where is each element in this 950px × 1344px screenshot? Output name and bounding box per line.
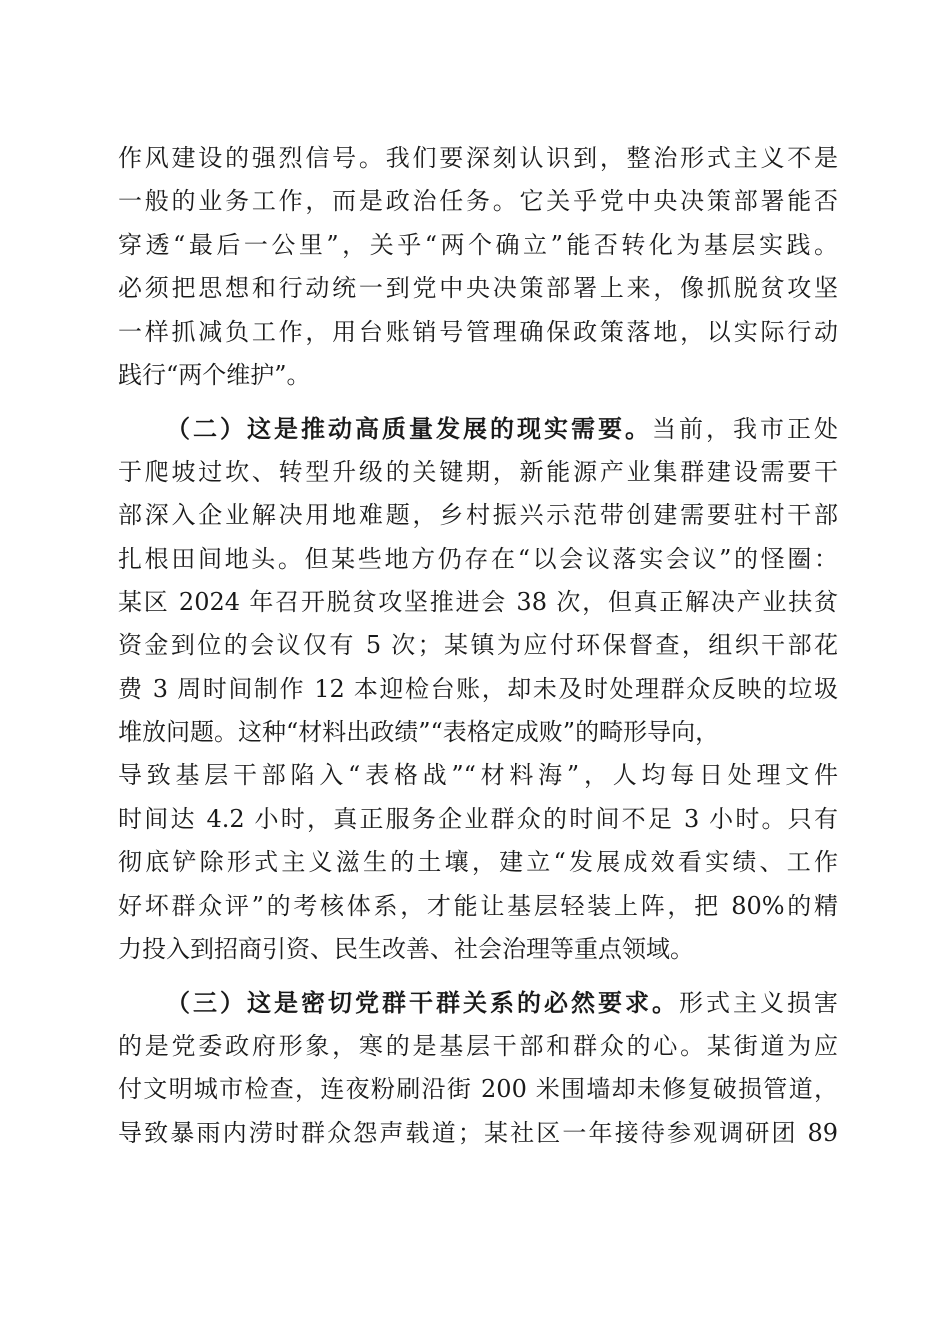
text-line: 扎根田间地头。但某些地方仍存在“以会议落实会议”的怪圈： (118, 544, 838, 573)
document-body (118, 137, 838, 1155)
paragraph-2 (118, 407, 838, 971)
section-heading: （三）这是密切党群干群关系的必然要求。 (166, 988, 679, 1018)
text-line: 必须把思想和行动统一到党中央决策部署上来，像抓脱贫攻坚 (118, 274, 838, 303)
text-line: 费 3 周时间制作 12 本迎检台账，却未及时处理群众反映的垃圾 (118, 674, 838, 703)
text-line: 导致暴雨内涝时群众怨声载道；某社区一年接待参观调研团 89 (118, 1118, 838, 1147)
text-line: 一样抓减负工作，用台账销号管理确保政策落地，以实际行动 (118, 317, 838, 346)
paragraph-1 (118, 137, 838, 397)
text-line: 一般的业务工作，而是政治任务。它关乎党中央决策部署能否 (118, 187, 838, 216)
paragraph-spacer (118, 397, 838, 407)
text-line: 穿透“最后一公里”，关乎“两个确立”能否转化为基层实践。 (118, 230, 838, 259)
text-line: 部深入企业解决用地难题，乡村振兴示范带创建需要驻村干部 (118, 501, 838, 530)
text-line: 践行“两个维护”。 (118, 360, 311, 389)
text-line: 堆放问题。这种“材料出政绩”“表格定成败”的畸形导向， (118, 718, 720, 747)
paragraph-first-line (118, 407, 838, 450)
paragraph-first-line (118, 981, 838, 1024)
text-line: 付文明城市检查，连夜粉刷沿街 200 米围墙却未修复破损管道， (118, 1075, 838, 1104)
text-line: 于爬坡过坎、转型升级的关键期，新能源产业集群建设需要干 (118, 457, 838, 486)
text-line: 的是党委政府形象，寒的是基层干部和群众的心。某街道为应 (118, 1031, 838, 1060)
text-line: 时间达 4.2 小时，真正服务企业群众的时间不足 3 小时。只有 (118, 804, 838, 833)
text-run: 当前，我市正处 (652, 415, 838, 444)
text-line: 作风建设的强烈信号。我们要深刻认识到，整治形式主义不是 (118, 144, 838, 172)
text-run: 形式主义损害 (679, 989, 838, 1018)
paragraph-spacer (118, 971, 838, 981)
text-line: 力投入到招商引资、民生改善、社会治理等重点领域。 (118, 935, 694, 964)
section-heading: （二）这是推动高质量发展的现实需要。 (166, 414, 652, 444)
text-line: 彻底铲除形式主义滋生的土壤，建立“发展成效看实绩、工作 (118, 848, 838, 877)
paragraph-3 (118, 981, 838, 1155)
text-line: 资金到位的会议仅有 5 次；某镇为应付环保督查，组织干部花 (118, 631, 838, 660)
text-line: 好坏群众评”的考核体系，才能让基层轻装上阵，把 80%的精 (118, 891, 838, 920)
text-line: 导致基层干部陷入“表格战”“材料海”，人均每日处理文件 (118, 761, 838, 790)
text-line: 某区 2024 年召开脱贫攻坚推进会 38 次，但真正解决产业扶贫 (118, 587, 838, 616)
